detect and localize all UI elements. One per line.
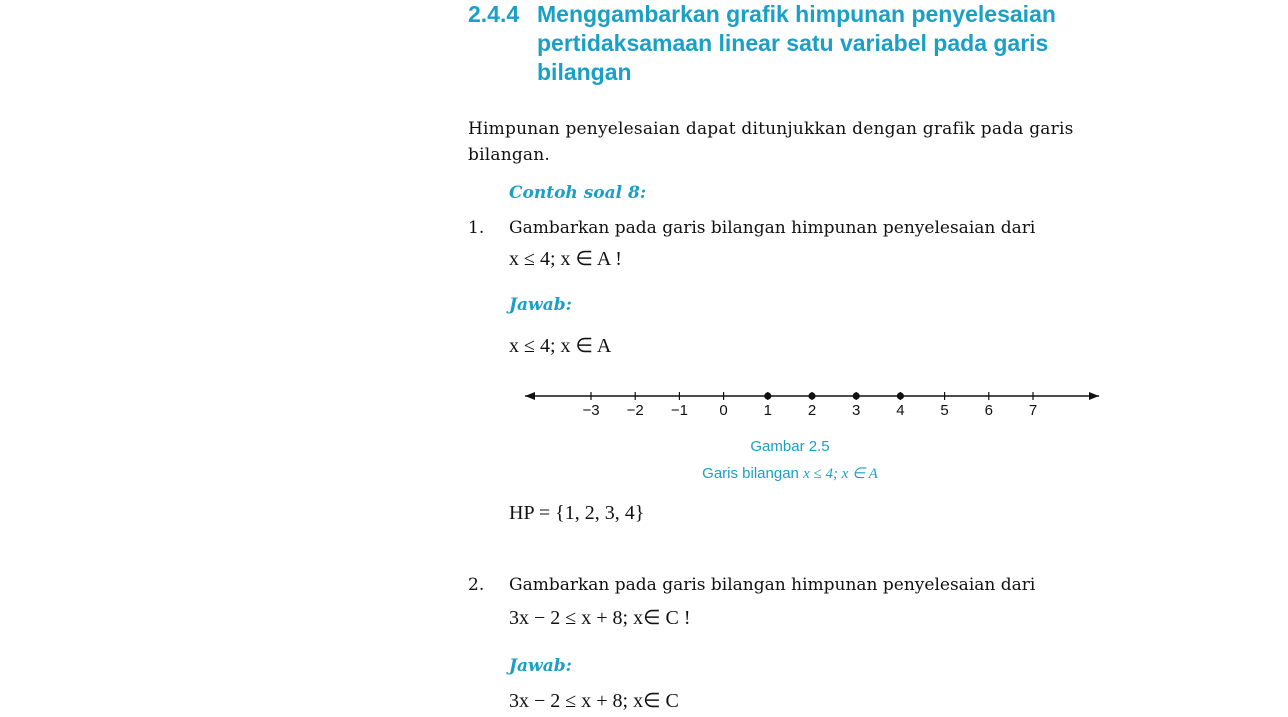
solution-set: HP = {1, 2, 3, 4} (509, 502, 645, 524)
right-arrow-icon (1089, 392, 1099, 400)
section-title: Menggambarkan grafik himpunan penyelesaian pertidaksamaan linear satu variabel pada garis bilangan (537, 1, 1056, 85)
tick-label: 6 (984, 402, 993, 419)
solution-point (808, 392, 815, 399)
section-number: 2.4.4 (468, 1, 520, 27)
solution-point (897, 392, 904, 399)
question-1-text: Gambarkan pada garis bilangan himpunan penyelesaian dari (509, 218, 1036, 238)
question-2-text: Gambarkan pada garis bilangan himpunan penyelesaian dari (509, 575, 1036, 595)
tick-label: −1 (670, 402, 688, 419)
figure-label: Gambar 2.5 (750, 438, 830, 455)
tick-label: 4 (896, 402, 905, 419)
tick-label: −3 (582, 402, 600, 419)
answer-2-expression: 3x − 2 ≤ x + 8; x∈ C (509, 690, 679, 712)
left-arrow-icon (525, 392, 535, 400)
tick-label: 3 (852, 402, 861, 419)
answer-1-expression: x ≤ 4; x ∈ A (509, 335, 612, 357)
answer-1-label: Jawab: (509, 295, 572, 315)
tick-label: 1 (763, 402, 772, 419)
figure-caption-expression: x ≤ 4; x ∈ A (803, 466, 878, 482)
solution-point (853, 392, 860, 399)
tick-label: −2 (626, 402, 644, 419)
figure-caption (640, 464, 940, 483)
question-2-expression: 3x − 2 ≤ x + 8; x∈ C ! (509, 607, 691, 629)
question-1-number: 1. (468, 218, 485, 238)
tick-label: 2 (807, 402, 817, 419)
solution-point (764, 392, 771, 399)
tick-label: 7 (1028, 402, 1038, 419)
tick-label: 0 (719, 402, 728, 419)
figure-caption-text: Garis bilangan (702, 465, 799, 482)
intro-paragraph: Himpunan penyelesaian dapat ditunjukkan dengan grafik pada garis bilangan. (468, 119, 1074, 165)
question-2-number: 2. (468, 575, 485, 595)
answer-2-label: Jawab: (509, 656, 572, 676)
example-label: Contoh soal 8: (509, 183, 647, 203)
question-1-expression: x ≤ 4; x ∈ A ! (509, 248, 622, 270)
number-line (515, 380, 1115, 430)
tick-label: 5 (940, 402, 949, 419)
